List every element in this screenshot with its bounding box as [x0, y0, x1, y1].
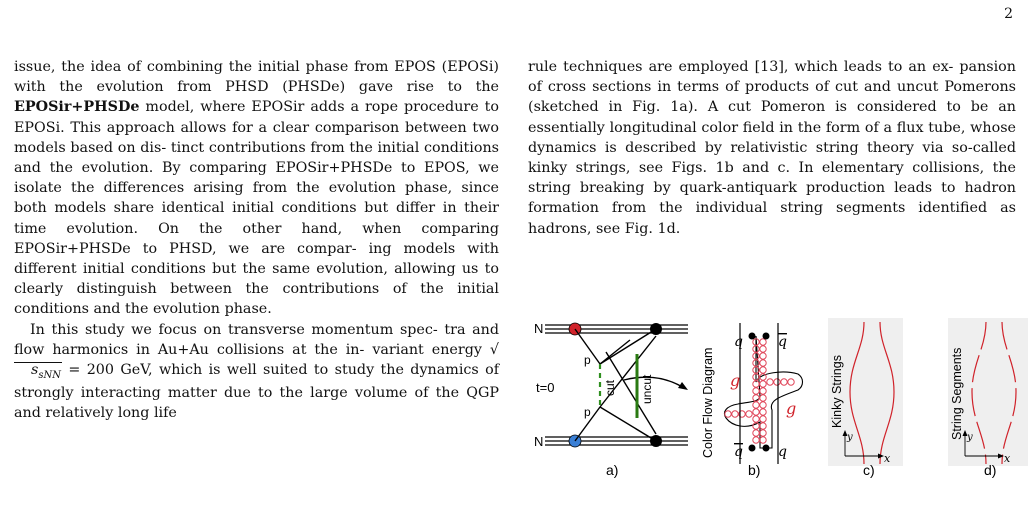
gluon-label: g — [786, 399, 797, 418]
panel-c — [828, 318, 903, 478]
text-line: evolution. By comparing EPOSir+PHSDe to EPOS, we — [81, 160, 499, 177]
panel-label-b: b) — [748, 462, 761, 478]
gluon-loop — [753, 402, 759, 408]
figure-svg — [528, 318, 1028, 512]
gluon-loop — [760, 402, 766, 408]
antiquark-label: q — [778, 334, 787, 350]
gluon-loop — [760, 430, 766, 436]
gluon-loop — [746, 411, 752, 417]
text-line: phase. — [224, 301, 272, 318]
gluon-loop — [753, 437, 759, 443]
panel-b-title: Color Flow Diagram — [701, 347, 715, 458]
text-line: as hadrons, see Fig. 1d. — [528, 200, 1016, 237]
text-line: by relativistic string theory via so-called kinky strings, — [528, 139, 1016, 177]
antiquark-dot — [763, 333, 770, 340]
arrow-curve — [624, 377, 684, 388]
gluon-loop — [760, 381, 766, 387]
panel-c-title: Kinky Strings — [830, 355, 844, 428]
left-column — [14, 57, 499, 423]
text-line: contributions of the initial conditions and the evolution — [14, 281, 499, 318]
gluon-loop — [760, 437, 766, 443]
text-line: = 200 GeV, which is well suited — [61, 362, 308, 379]
gluon-loop — [732, 411, 738, 417]
text-line: breaking by quark-antiquark production leads to hadron — [579, 180, 1017, 197]
time-label: t=0 — [536, 380, 555, 395]
gluon-loop — [760, 423, 766, 429]
sqrt-subscript: sNN — [38, 369, 61, 381]
sqrt-symbol: √ — [489, 341, 500, 358]
text-line: adds a rope procedure to EPOSi. This approach allows — [14, 99, 500, 136]
gluon-loop — [760, 367, 766, 373]
gluon-loop — [753, 388, 759, 394]
text-line: pansion of cross sections in terms of products of cut and — [528, 59, 1016, 96]
gluon-loop — [725, 411, 731, 417]
gluon-loop — [760, 395, 766, 401]
antiquark-dot — [749, 445, 756, 452]
text-line: variant energy — [372, 341, 490, 358]
text-line: to study the dynamics of strongly interacting matter due — [14, 362, 500, 401]
gluon-loop — [760, 339, 766, 345]
panel-label-d: d) — [984, 462, 997, 478]
text-line: differ in their time evolution. On the other hand, when — [14, 200, 499, 237]
quark-dot — [763, 445, 770, 452]
gluon-loop — [760, 353, 766, 359]
panel-d-title: String Segments — [950, 347, 964, 440]
gluon-loop — [774, 379, 780, 385]
paragraph-2 — [14, 320, 499, 424]
uncut-label: uncut — [640, 374, 654, 404]
text-line: In this study we focus on transverse momentum spec- — [30, 321, 438, 338]
quark-dot — [749, 333, 756, 340]
text-line: rise to the — [406, 79, 500, 96]
gluon-loop — [760, 409, 766, 415]
gluon-loop — [760, 346, 766, 352]
text-line: see Figs. 1b and c. In elementary collisions, the string — [528, 160, 1016, 197]
sqrt-argument: $s_{sNN}$ — [14, 362, 62, 383]
text-line: to the large volume of the QGP and relatively long life — [14, 384, 499, 422]
gluon-loop — [760, 416, 766, 422]
model-name-bold: EPOSir+PHSDe — [14, 99, 140, 116]
pomeron-line — [600, 407, 656, 441]
quark-label: q — [734, 334, 743, 350]
text-line: model, where EPOSir — [139, 99, 305, 116]
gluon-loop — [753, 409, 759, 415]
text-line: rule techniques are employed [13], which leads to an ex- — [528, 59, 954, 75]
nucleon-top-label: N — [534, 321, 544, 336]
text-line: tra and flow harmonics in Au+Au collisions at the in- — [14, 321, 499, 358]
pomeron-line — [600, 340, 630, 364]
arrow-head — [678, 382, 688, 390]
text-line: for a clear comparison between two models based on dis- — [14, 119, 499, 156]
panel-a — [534, 321, 688, 478]
gluon-loop — [753, 416, 759, 422]
panel-label-c: c) — [863, 462, 875, 478]
paragraph-1 — [14, 57, 499, 320]
text-line: ing models with different initial conditions but the same — [14, 240, 499, 278]
text-line: is considered to be an essentially longitudinal color field — [528, 99, 1017, 136]
text-line: isolate the differences arising from the evolution phase, — [14, 180, 453, 197]
gluon-loop — [760, 388, 766, 394]
x-axis-label: x — [884, 452, 891, 465]
text-line: since both models share identical initial conditions but — [14, 180, 499, 217]
text-line: in the form of a flux tube, whose dynamics is described — [528, 119, 1016, 156]
nucleon-bottom-label: N — [534, 434, 544, 449]
text-line: evolution, allowing us to clearly distinguish between the — [14, 261, 499, 298]
gluon-loop — [753, 430, 759, 436]
gluon-loop — [767, 379, 773, 385]
cut-label: cut — [603, 379, 617, 396]
figure-1 — [528, 318, 1028, 512]
text-line: (EPOSi) with the evolution from PHSD (PHSDe) gave — [14, 59, 499, 96]
paragraph-right — [528, 57, 1016, 239]
panel-d — [948, 318, 1028, 478]
gluon-loop — [781, 379, 787, 385]
text-line: tinct contributions from the initial conditions and the — [14, 139, 500, 177]
gluon-loop — [788, 379, 794, 385]
page-number: 2 — [1004, 6, 1013, 22]
right-column — [528, 57, 1016, 239]
quark-label: q — [778, 444, 787, 460]
text-line: comparing EPOSir+PHSDe to PHSD, we are compar- — [14, 220, 500, 257]
x-axis-label: x — [1004, 452, 1011, 465]
parton-bottom-label: p — [584, 405, 591, 419]
gluon-loop — [760, 360, 766, 366]
text-line: formation from the individual string segments identified — [528, 200, 988, 217]
text-line: uncut Pomerons (sketched in Fig. 1a). A cut Pomeron — [528, 79, 1016, 116]
antiquark-label: q — [734, 444, 743, 460]
panel-label-a: a) — [606, 462, 619, 478]
parton-top-label: p — [584, 353, 591, 367]
y-axis-label: y — [967, 432, 973, 443]
panel-b — [701, 323, 803, 478]
text-line: issue, the idea of combining the initial phase from EPOS — [14, 59, 436, 75]
gluon-label: g — [730, 371, 741, 390]
y-axis-label: y — [847, 432, 853, 443]
